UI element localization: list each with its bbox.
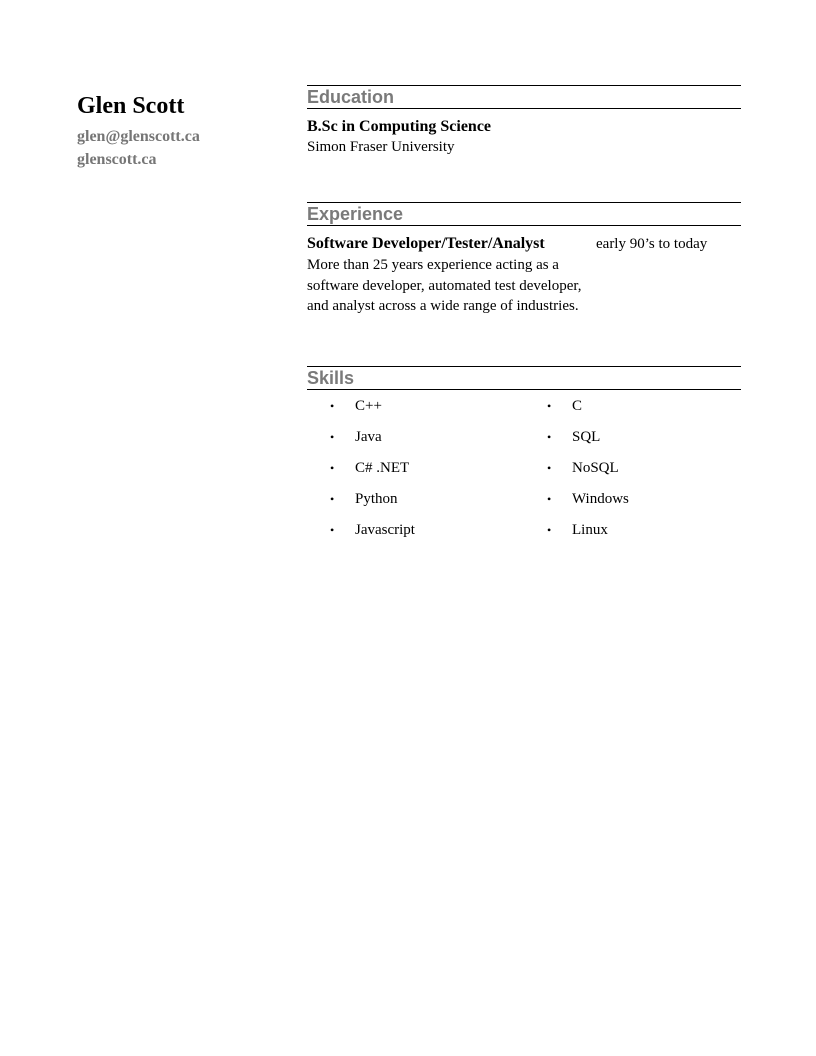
skill-label: Javascript [355,522,415,538]
bullet-icon: • [330,492,335,506]
skill-label: C [572,398,583,414]
experience-section [307,202,741,317]
skill-label: Linux [572,522,608,538]
bullet-icon: • [330,461,335,475]
education-heading: Education [307,85,741,109]
school-name: Simon Fraser University [307,139,455,155]
website-text: glenscott.ca [77,151,157,168]
job-description: More than 25 years experience acting as a software developer, automated test developer, and analyst across a wide range of industries. [307,257,582,314]
bullet-icon: • [547,461,552,475]
job-row [307,234,741,254]
contact-column [77,90,277,171]
skill-label: C# .NET [355,460,410,476]
degree-title: B.Sc in Computing Science [307,118,492,135]
bullet-icon: • [547,399,552,413]
bullet-icon: • [330,523,335,537]
job-dates: early 90’s to today [596,236,708,252]
skill-label: Windows [572,491,629,507]
skill-label: Python [355,491,398,507]
bullet-icon: • [330,399,335,413]
bullet-icon: • [547,492,552,506]
bullet-icon: • [547,430,552,444]
skills-section [307,366,741,550]
email-text: glen@glenscott.ca [77,128,200,145]
skills-heading: Skills [307,366,741,390]
skill-label: Java [355,429,382,445]
education-section [307,85,741,158]
experience-heading: Experience [307,202,741,226]
skills-grid [307,390,741,550]
job-title: Software Developer/Tester/Analyst [307,235,545,252]
skill-label: SQL [572,429,601,445]
person-name: Glen Scott [77,93,185,119]
bullet-icon: • [330,430,335,444]
bullet-icon: • [547,523,552,537]
skill-label: C++ [355,398,382,414]
skill-label: NoSQL [572,460,619,476]
